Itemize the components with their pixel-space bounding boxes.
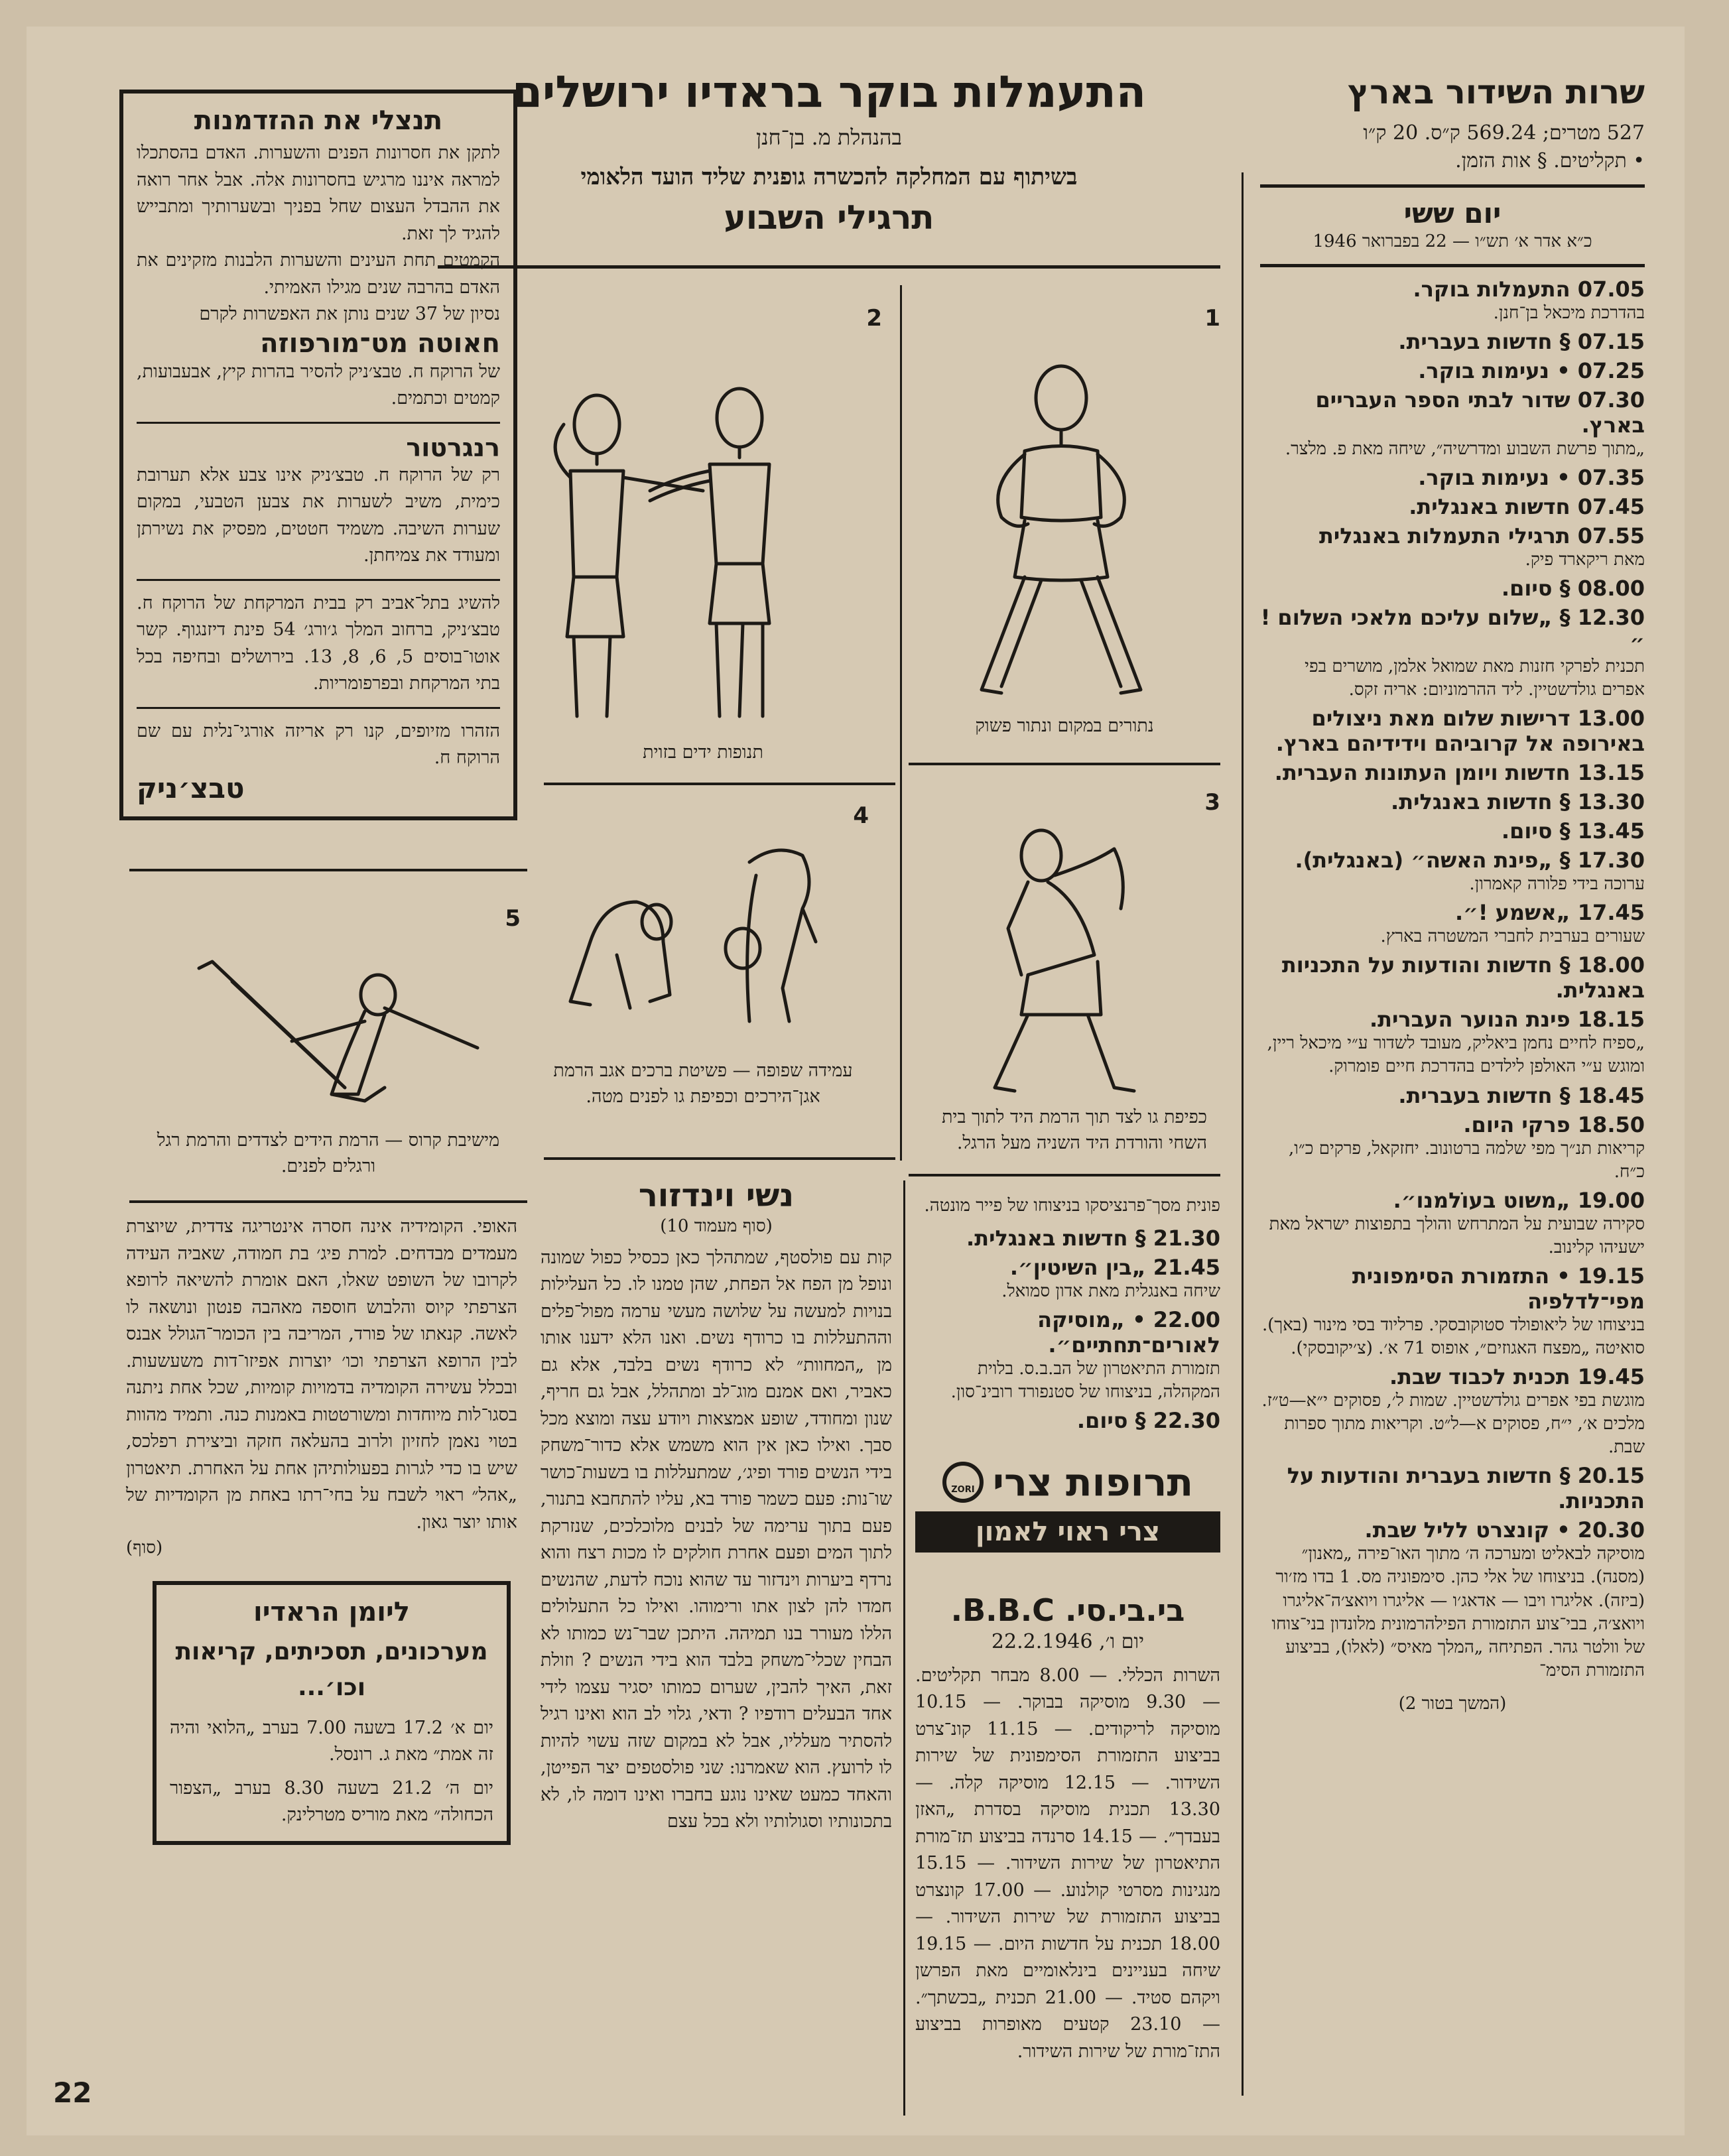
zori-ad <box>915 1460 1220 1553</box>
schedule-item-title: 20.15 § חדשות בעברית והודעות על התכניות. <box>1287 1463 1645 1514</box>
divider <box>137 579 500 581</box>
schedule-item-detail: מוסיקה לבאליט ומערכה ה׳ מתוך האו־פירה „מאנון״ (מסנה). בניצוחו של אלי כהן. סימפוניה מס. 1 בדו מז׳ור (ביזה). אליגרו ויבו — אדאג׳ו — אליגרו ויואצ׳ה־אליגרו ויואצ׳ה, בבי־צוע התזמורת הפילהרמונית מלונדון בני־צוחו של וולטר גהר. הפתיחה „המלך מאיס״ (לאלו), בביצוע התזמורת הסימ־ <box>1271 1544 1645 1680</box>
schedule-item-title: 17.45 „אשמע !״. <box>1454 900 1645 926</box>
day-title: יום ששי <box>1403 197 1502 229</box>
schedule-item-detail: מאת ריקארד פיק. <box>1525 549 1645 570</box>
column-divider <box>900 285 902 1161</box>
schedule-item-title: 19.15 • התזמורת הסימפונית מפי־לדלפיה <box>1352 1263 1645 1314</box>
schedule-item <box>1260 1112 1645 1184</box>
schedule-item <box>1260 818 1645 844</box>
schedule-list <box>1260 277 1645 1682</box>
schedule-item-title: 07.15 § חדשות בעברית. <box>1398 328 1645 354</box>
legend-line: • תקליטים. § אות הזמן. <box>1455 149 1645 172</box>
schedule-item-title: 19.00 „משוט בעוֹלמנו״. <box>1393 1187 1645 1213</box>
schedule-item-title: 08.00 § סיום. <box>1501 575 1645 601</box>
newspaper-page <box>27 27 1685 2135</box>
divider <box>1260 184 1645 188</box>
schedule-item <box>915 1307 1220 1404</box>
comedy-article-text: האופי. הקומידיה אינה חסרה אינטריגה צדדית, שיוצרת מעמדים מבדחים. למרת פיג׳ בת חמודה, שאביה העידה לקרובו של השופט שאלו, האם אומרת להשיאה לרופא הצרפתי קיוס והלבוש חוספה מאהבה פנטון ונושאה לו לאשה. קנאתו של פורד, המריבה בין הכומר־הגולל אבנס לבין הרופא הצרפתי וכו׳ יוצרות אפיזו־דות משעשעות. ובכלל עשירה הקומדיה בדמויות קומיות, שכל אחת ניתנה בסגו־לות מיוחדות ומשורטטות באמנות כנה. ותמיד מהוות בטוי נאמן לחזיון ולרוב בהעלאה חזקה וביצירת רפלכס, שיש בו כדי לגרות בפעולותיהן אחת על האחרת. תיאטרון „אהל״ ראוי לשבח על בחי־רתו באחת מן הקומדיות של אותו יוצר גאון. <box>126 1216 517 1533</box>
schedule-item <box>1260 1364 1645 1459</box>
schedule-item-title: 07.30 שדור לבתי הספר העבריים בארץ. <box>1315 387 1645 438</box>
schedule-item-title: 18.00 § חדשות והודעות על התכניות באנגלית. <box>1281 952 1645 1003</box>
schedule-item-detail: ערוכה בידי פלורה קאמרון. <box>1469 874 1645 895</box>
radio-diary-box <box>153 1581 511 1845</box>
schedule-title: שרות השידור בארץ <box>1348 73 1645 111</box>
article-end-mark: (סוף) <box>126 1538 163 1558</box>
schedule-item <box>1260 952 1645 1003</box>
schedule-item-detail: בניצוחו של ליאופולד סטוקובסקי. פרליוד בסי מינור (באך). סואיטה „מפצח האגוזים״, אופוס 71 א׳. (צ׳יקובסקי). <box>1262 1314 1645 1358</box>
schedule-item-title: 17.30 § „פינת האשה״ (באנגלית). <box>1295 848 1645 873</box>
radio-diary-item-2: יום ה׳ 21.2 בשעה 8.30 בערב „הצפור הכחולה״ מאת מוריס מטרלינק. <box>170 1777 493 1826</box>
schedule-item-title: 07.45 חדשות באנגלית. <box>1409 493 1645 519</box>
exercise-header <box>438 66 1220 237</box>
col2-intro: פונית מסך־פרנציסקו בניצוחו של פייר מונטה. <box>924 1196 1220 1216</box>
schedule-item <box>1260 1083 1645 1108</box>
exercise-caption-2: תנופות ידים בזוית <box>643 742 763 763</box>
exercise-number-4: 4 <box>853 802 869 829</box>
schedule-item-detail: שעורים בערבית לחברי המשטרה בארץ. <box>1380 926 1645 947</box>
schedule-item <box>1260 387 1645 461</box>
schedule-item-title: 07.55 תרגילי התעמלות באנגלית <box>1318 523 1645 548</box>
schedule-item <box>1260 605 1645 702</box>
schedule-item <box>1260 1188 1645 1259</box>
left-column <box>119 90 517 820</box>
zori-logo-text: ZORI <box>951 1484 975 1495</box>
schedule-item-detail: מוגשת בפי אפרים גולדשטיין. שמות ל׳, פסוקים י״א—ט״ז. מלכים א׳, י״ח, פסוקים א—ל״ט. וקריאות מתוך ספרות שבת. <box>1261 1391 1645 1458</box>
column-divider <box>903 1180 905 2116</box>
figure-rule <box>544 1157 895 1160</box>
exercise-number-1: 1 <box>1204 305 1220 332</box>
schedule-item <box>1260 1463 1645 1513</box>
bbc-title: בי.בי.סי. B.B.C. <box>950 1592 1185 1628</box>
schedule-item <box>915 1408 1220 1433</box>
tabachnik-brand: טבצ׳ניק <box>137 771 245 804</box>
schedule-item-title: 18.15 פינת הנוער העברית. <box>1369 1007 1645 1033</box>
schedule-item <box>1260 465 1645 490</box>
zori-ad-title: תרופות צרי <box>992 1459 1194 1505</box>
exercise-caption-1: נתורים במקום ונתור פשוק <box>975 716 1154 736</box>
schedule-item-detail: שיחה באנגלית מאת אדון סמואל. <box>1001 1281 1220 1301</box>
partnership-line: בשיתוף עם המחלקה להכשרה גופנית שליד הועד הלאומי <box>580 163 1078 190</box>
schedule-item-title: 18.45 § חדשות בעברית. <box>1398 1082 1645 1108</box>
schedule-item-title: 13.00 דרישות שלום מאת ניצולים באירופה אל קרוביהם וידידיהם בארץ. <box>1275 706 1645 757</box>
tabachnik-ad-text-3: נסיון של 37 שנים נותן את האפשרות לקרם <box>199 304 500 324</box>
zori-logo-icon <box>942 1462 984 1503</box>
tabachnik-ad-text-2: הקמטים תחת העינים והשערות הלבנות מזקינים את האדם בהרבה שנים מגילו האמיתי. <box>137 250 500 298</box>
schedule-item-title: 21.45 „בין השיטין״. <box>1009 1254 1220 1280</box>
schedule-item <box>915 1255 1220 1303</box>
column-divider <box>1242 172 1244 2096</box>
schedule-item <box>1260 329 1645 354</box>
tabachnik-product-2: רנגרטור <box>406 432 500 462</box>
schedule-item <box>1260 277 1645 325</box>
schedule-item-title: 07.35 • נעימות בוקר. <box>1418 464 1645 490</box>
schedule-item-title: 13.15 חדשות ויומן העתונות העברית. <box>1274 760 1645 786</box>
radio-schedule-column <box>1260 73 1645 1717</box>
schedule-item <box>1260 706 1645 756</box>
header-rule <box>438 265 1220 269</box>
schedule-item <box>1260 789 1645 814</box>
tabachnik-ad-text-4: של הרוקח ח. טבצ׳ניק להסיר בהרות קיץ, אבעבועות, קמטים וכתמים. <box>137 361 500 409</box>
schedule-item-title: 22.30 § סיום. <box>1076 1407 1220 1433</box>
schedule-item-title: 20.30 • קונצרט לליל שבת. <box>1364 1517 1645 1543</box>
tabachnik-ad-title: תנצלי את ההזדמנות <box>194 105 443 136</box>
schedule-item-title: 07.05 התעמלות בוקר. <box>1413 276 1645 302</box>
exercise-figure-5 <box>146 935 491 1134</box>
exercise-number-5: 5 <box>505 905 521 932</box>
schedule-item-title: 12.30 § „שלום עליכם מלאכי השלום !״ <box>1260 604 1645 655</box>
radio-diary-subtitle: מערכונים, תסכיתים, קריאות וכו׳... <box>175 1637 488 1701</box>
schedule-item-title: 13.30 § חדשות באנגלית. <box>1391 789 1645 815</box>
windsor-title: נשי וינדזור <box>638 1177 795 1214</box>
tabachnik-product-name: חאוטה מט־מורפוזה <box>260 328 500 359</box>
section-rule <box>129 869 527 871</box>
tabachnik-ad-text-6: להשיג בתל־אביב רק בבית המרקחת של הרוקח ח. טבצ׳ניק, ברחוב המלך ג׳ורג׳ 54 פינת דיזנגוף. קשר אוטו־בוסים 5, 6, 8, 13. בירושלים ובחיפה בכל בתי המרקחת ובפרפומריות. <box>137 592 500 694</box>
schedule-item-detail: בהדרכת מיכאל בן־חנן. <box>1493 302 1645 323</box>
zori-ad-banner: צרי ראוי לאמון <box>915 1511 1220 1553</box>
schedule-continued-column <box>915 1194 1220 2065</box>
schedule-item <box>1260 358 1645 383</box>
exercise-subtitle: בהנהלת מ. בן־חנן <box>756 125 902 150</box>
figure-rule <box>909 1174 1220 1176</box>
exercise-number-2: 2 <box>866 305 882 332</box>
page-number: 22 <box>53 2076 92 2109</box>
schedule-item <box>1260 1263 1645 1360</box>
tabachnik-ad <box>119 90 517 820</box>
divider <box>1260 264 1645 267</box>
article-end-column <box>126 1214 517 1845</box>
exercise-figure-1 <box>962 358 1161 703</box>
exercise-caption-4: עמידה שפופה — פשיטת ברכים אגב הרמת אגן־הירכים וכפיפת גו לפנים מטה. <box>553 1060 853 1108</box>
tabachnik-ad-text-5: רק של הרוקח ח. טבצ׳ניק אינו צבע אלא תערובת כימית, משיב לשערות את צבען הטבעי, במקום שערות השיבה. משמיד חטטים, מפסיק את נשירתן ומעודד את צמיחתן. <box>137 464 500 566</box>
frequency-line: 527 מטרים; 569.24 ק״ס. 20 ק״ו <box>1363 121 1645 145</box>
schedule-item-detail: „ספיח לחיים נחמן ביאליק, מעובד לשדור ע״י מיכאל ריין, ומוגש ע״י האולפן לילדים בהדרכת חיים פומרוק. <box>1267 1033 1645 1077</box>
schedule-item <box>1260 900 1645 948</box>
exercise-figure-4 <box>550 836 829 1035</box>
exercise-number-3: 3 <box>1204 789 1220 816</box>
tabachnik-ad-text-7: הזהרו מזיופים, קנו רק אריזה אורגי־נלית עם שם הרוקח ח. <box>137 720 500 768</box>
schedule-item <box>1260 1517 1645 1682</box>
schedule-item-detail: סקירה שבועית על המתרחש והולך בתפוצות ישראל מאת ישעיהו קלינוב. <box>1269 1214 1645 1257</box>
schedule-item-title: 18.50 פרקי היום. <box>1463 1111 1645 1137</box>
schedule-item-title: 19.45 תכנית לכבוד שבת. <box>1389 1364 1645 1390</box>
schedule-item-detail: „מתוך פרשת השבוע ומדרשיה״, שיחה מאת פ. מלצר. <box>1285 438 1645 459</box>
continued-note: (המשך בטור 2) <box>1398 1693 1507 1714</box>
schedule-item <box>915 1226 1220 1251</box>
schedule-item-detail: תזמורת התיאטרון של הב.ב.ס. בלוית המקהלה, בניצוחו של סטנפורד רובינ־סון. <box>950 1358 1220 1402</box>
exercise-figure-3 <box>968 822 1154 1101</box>
schedule-item-title: 07.25 • נעימות בוקר. <box>1418 357 1645 383</box>
schedule-item <box>1260 1007 1645 1078</box>
section-rule <box>129 1200 527 1203</box>
exercise-section-title: תרגילי השבוע <box>724 198 934 237</box>
schedule-item-title: 22.00 • „מוסיקה לאורים־תחתיים״. <box>1037 1306 1220 1358</box>
figure-rule <box>909 763 1220 765</box>
date-line: כ״א אדר א׳ תש״ו — 22 בפברואר 1946 <box>1313 231 1592 251</box>
exercise-caption-5: מישיבת קרוס — הרמת הידים לצדדים והרמת רגל ורגלים לפנים. <box>157 1130 500 1177</box>
bbc-date: יום ו׳, 22.2.1946 <box>991 1629 1145 1653</box>
schedule-item <box>1260 523 1645 572</box>
radio-diary-item-1: יום א׳ 17.2 בשעה 7.00 בערב „הלואי והיה זה אמת״ מאת ג. רונסל. <box>170 1717 493 1765</box>
schedule-item <box>1260 760 1645 785</box>
schedule-item-detail: תכנית לפרקי חזנות מאת שמואל אלמן, מושרים בפי אפרים גולדשטיין. ליד ההרמוניום: אריה זקס. <box>1305 656 1645 700</box>
bbc-text: השרות הכללי. — 8.00 מבחר תקליטים. — 9.30 מוסיקה בבוקר. — 10.15 מוסיקה לריקודים. — 11.15 קונ־צרט בביצוע התזמורת הסימפונית של שירות השידור. — 12.15 מוסיקה קלה. — 13.30 תכנית מוסיקה בסדרת „האזן בעבדך״. — 14.15 סרנדה בביצוע תז־מורת התיאטרון של שירות השידור. — 15.15 מנגינות מסרטי קולנוע. — 17.00 קונצרט בביצוע התזמורת של שירות השידור. — 18.00 תכנית על חדשות היום. — 19.15 שיחה בעניינים בינלאומיים מאת הפרשן ויקהם סטיד. — 21.00 תכנית „בכשתך״. — 23.10 קטעים מאופרות בביצוע התז־מורת של שירות השידור. <box>915 1665 1220 2062</box>
exercise-main-title: התעמלות בוקר בראדיו ירושלים <box>511 66 1147 117</box>
schedule-item-title: 21.30 § חדשות באנגלית. <box>966 1225 1220 1251</box>
schedule-item-detail: קריאות תנ״ך מפי שלמה ברטונוב. יחזקאל, פרקים כ״ו, כ״ח. <box>1288 1138 1645 1182</box>
col2-schedule-list <box>915 1226 1220 1433</box>
exercise-caption-3: כפיפת גו לצד תוך הרמת היד לתוך בית השחי והורדת היד השניה מעל הרגל. <box>941 1107 1207 1154</box>
radio-diary-title: ליומן הראדיו <box>253 1596 410 1627</box>
schedule-item <box>1260 494 1645 519</box>
schedule-item <box>1260 576 1645 601</box>
tabachnik-ad-text-1: לתקן את חסרונות הפנים והשערות. האדם בהסתכלו למראה איננו מרגיש בחסרונות אלה. אבל אחר רואה את ההבדל העצום שחל בפניך ובשערותיך ומתבייש להגיד לך זאת. <box>137 143 500 244</box>
exercise-figure-2 <box>511 385 829 729</box>
schedule-item-title: 13.45 § סיום. <box>1501 818 1645 844</box>
windsor-text: קות עם פולסטף, שמתהלך כאן ככסיל כפול שמונה ונופל מן הפח אל הפחת, שהן טמנו לו. כל העלילות בנויות למעשה על שלושה מעשי ערמה מפול־פלים וההתעללות בו כרודף נשים. ואנו הלא ידענו אותו מן „המחוות״ לא כרודף נשים בלבד, אלא גם כאביר, ואם אמנם מוג־לב ומתהלל, אבל גם חריף, שנון ומחודד, שופע אמצאות ויודע עצה ומוצא מכל סבך. ואילו כאן אין הוא משמש אלא כדור־משחק בידי הנשים פורד ופיג׳, שמתעללות בו בשעות־כושר שו־נות: פעם כשמר פורד בא, עליו להתחבא בתנור, פעם בתוך ערימה של לבנים מלוכלכים, שנזרקת לתוך המים ופעם אחרת חולקים לו מכות רצח והוא נרדף ביערות וינדזור עד שהוא נוכח לדעת, שהנשים חמדו להן לצון אתו ורימוהו. ואילו כל התעלולים הללו מעורר בנו תמיהה. היתכן שבר־נש כמותו לא הבחין שכלי־משחק בלבד הוא בידי הנשים ? וזולת זאת, האיך להבין, שערום כמותו יסגיר עצמו לידי אחד הבעלים רודפיו ? ודאי, גלוי לב הוא ואינו רגיל להסתיר מעלליו, אבל לא במקום שזה עשוי להיות לו לרועץ. הוא שאמרנו: שני פולסטפים יצר הפייטן, והאחד כמעט שאינו נוגע בחברו ואינו דומה לו, לא בתכונותיו וסגולותיו ולא בכל עצם <box>541 1247 892 1832</box>
windsor-article-column <box>541 1177 892 1836</box>
schedule-item <box>1260 848 1645 896</box>
divider <box>137 707 500 709</box>
windsor-subtitle: (סוף מעמוד 10) <box>660 1216 773 1236</box>
divider <box>137 422 500 424</box>
figure-rule <box>544 783 895 785</box>
